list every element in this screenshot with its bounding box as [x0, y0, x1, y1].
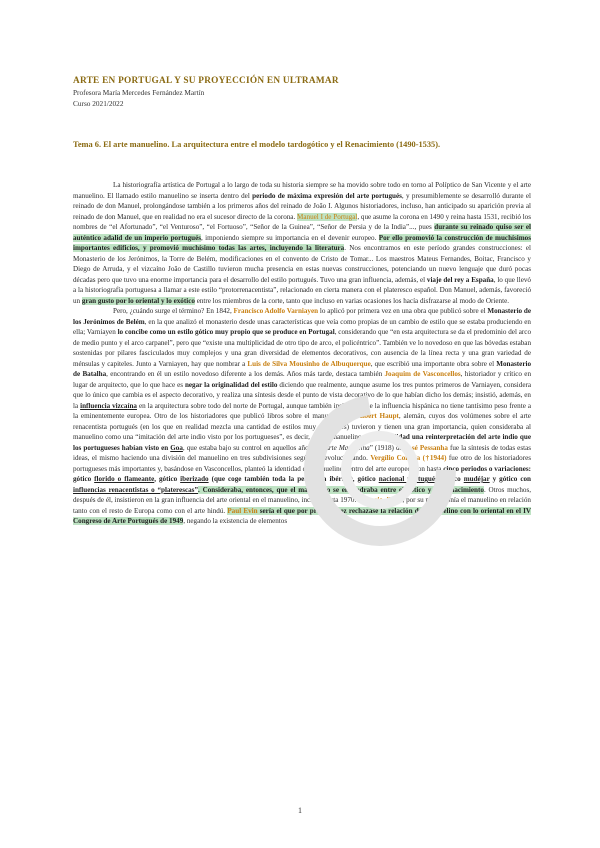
text-span: , negando la existencia de elementos	[183, 517, 288, 525]
text-span: lo aplicó por primera vez en una obra que publicó sobre el	[318, 307, 488, 315]
bold-phrase: negar la originalidad del estilo	[184, 380, 278, 389]
text-span: , alemán, cuyos dos volúmenes sobre el arte renacentista portugués (en los que en realidad mezcla una cantidad de estilos muy diferentes) tuvieron y tienen una gran importancia, quien consideraba al manuelino como una “imitación del arte indio visto por los portugueses”, es decir, que el manuelino	[73, 412, 531, 441]
body-text	[73, 180, 531, 527]
author-name: Francisco Adolfo Varniayen	[233, 307, 319, 315]
course-line: Curso 2021/2022	[73, 99, 124, 108]
text-span: . Nos encontramos en este período grandes construcciones: el Monasterio de los Jerónimos, la Torre de Belém, modificaciones en el convento de Cristo de Tomar... Los maestros Mateus Fernandes, Boitac, Francisco y Diego de Arruda, y el vizcaíno João de Castillo tuvieron mucha presencia en estas nuevas construcciones, potenciando un nuevo lenguaje que duró pocas décadas pero que tuvo una enorme importancia para el desarrollo del estilo portugués. Tuvo una gran influencia, además, el	[73, 244, 531, 284]
highlighted-phrase: gran gusto por lo oriental y lo exótico	[81, 296, 195, 305]
professor-line: Profesora María Mercedes Fernández Martín	[73, 88, 205, 97]
page-number: 1	[298, 806, 302, 815]
text-span: en la arquitectura sobre todo del norte de Portugal, aunque también insiste en que la influencia hispánica no tiene tantísimo peso frente a la eminentemente europea. Otro de los historiadores que publicó libros sobre el manuelino fue	[73, 401, 531, 420]
text-span: entre los miembros de la corte, tanto que incluso en varias ocasiones los hacía disfrazarse al modo de Oriente.	[194, 296, 510, 305]
text-span: , que estaba bajo su control en aquellos años. “	[182, 443, 319, 452]
underlined-phrase: Goa	[170, 443, 183, 452]
highlighted-name: Manuel I de Portugal	[297, 212, 358, 221]
underlined-phrase: nacional portugués	[378, 475, 438, 483]
author-name: Vergílio Correia (†1944)	[370, 454, 447, 462]
author-name: Luis de Silva Mousinho de Albuquerque	[247, 359, 371, 368]
text-span: fue otro de los historiadores portugueses más importantes y, basándose en Vasconcellos, planteó la identidad del manuelino dentro del arte europeo, con hasta	[73, 454, 532, 473]
bold-phrase: (que coge también toda la península ibérica), gótico	[208, 475, 379, 483]
document-header	[73, 76, 339, 109]
text-span: , por su parte, ponía el manuelino en relación tanto con el resto de Europa como con el arte hindú.	[73, 496, 531, 515]
bold-phrase: lo concibe como un estilo gótico muy propio que se produce en Portugal	[117, 328, 335, 336]
paragraph-2	[73, 306, 531, 527]
bold-phrase: era en realidad una reinterpretación del arte indio que los portugueses habían visto en	[73, 433, 531, 452]
highlighted-phrase: sería el que por primera vez rechazase la relación del manuelino con lo oriental en el IV Congreso de Arte Portugués de 1949	[73, 506, 531, 525]
author-name: Eugenio d’Ors	[358, 496, 403, 504]
underlined-phrase: iberizado	[180, 475, 209, 483]
text-span: Pero, ¿cuándo surge el término? En 1842,	[113, 307, 234, 315]
text-span: ” (1918) de	[369, 443, 405, 452]
document-title: ARTE EN PORTUGAL Y SU PROYECCIÓN EN ULTRAMAR	[73, 76, 339, 86]
text-span: , que escribió una importante obra sobre el	[370, 359, 497, 368]
bold-phrase: cinco periodos o variaciones: gótico	[73, 464, 531, 483]
text-span: , historiador y crítico en lugar de arquitecto, que lo que hace es	[73, 370, 531, 389]
bold-phrase: y gótico con	[489, 475, 531, 483]
paragraph-1	[73, 180, 531, 306]
author-name: Albert Haupt	[357, 412, 399, 420]
text-span: , en la que analizó el monasterio desde unas características que veía como propias de un cambio de estilo que se estaba produciendo en ella; Varniayen	[73, 317, 531, 336]
bold-phrase: periodo de máxima expresión del arte portugués	[252, 191, 402, 200]
highlighted-name: Paul Evin	[227, 506, 258, 515]
text-span: , que asume la corona en 1490 y reina hasta 1531, recibió los nombres de “el Afortunado”, “el Venturoso”, “el Fortuoso”, “Señor de la Guinea”, “Señor de Persia y de la India”..., pues	[73, 212, 531, 231]
bold-phrase: viaje del rey a España	[426, 275, 494, 284]
underlined-phrase: influencia vizcaína	[80, 401, 137, 410]
author-name: Joaquim de Vasconcellos	[384, 370, 461, 378]
underlined-phrase: florido o flameante	[94, 475, 155, 483]
text-span: , lo que llevó a la historiografía portuguesa a llamar a este estilo “protorrenacentista”, relacionado en cierta manera con el plateresco español. Don Manuel, además, favoreció un	[73, 275, 531, 305]
italic-title: A Arte Manuelina	[318, 443, 370, 452]
bold-phrase: , gótico	[154, 475, 181, 483]
highlighted-phrase: Por ello promovió la construcción de muchísimos importantes edificios, y promovió muchísimo todas las artes, incluyendo la literatura	[73, 233, 531, 252]
underlined-phrase: mudéjar	[463, 475, 490, 483]
author-name: José Pessanha	[404, 443, 448, 452]
topic-heading: Tema 6. El arte manuelino. La arquitectura entre el modelo tardogótico y el Renacimiento (1490-1535).	[73, 140, 441, 149]
highlighted-phrase: . Consideraba, entonces, que el manuelino se encuadraba entre el gótico y el Renacimiento	[198, 485, 484, 494]
text-span: fue la síntesis de todas estas ideas, el mismo haciendo una división del manuelino en tres subdivisiones según iba evolucionando.	[73, 443, 531, 462]
text-span: La historiografía artística de Portugal a lo largo de toda su historia siempre se ha movido sobre todo en torno al Políptico de San Vicente y el arte manuelino. El llamado estilo manuelino se inserta dentro del	[73, 181, 531, 200]
bold-phrase: Monasterio de los Jerónimos de Belém	[73, 307, 532, 326]
text-span: diciendo que realmente, aunque asume los tres puntos primeros de Varniayen, considera que lo único que cambia es el aspecto decorativo, y realiza una síntesis desde el punto de vista decorativo de lo que habían dicho los demás; insistió, además, en la	[73, 380, 531, 410]
bold-phrase: Monasterio de Batalha	[73, 359, 531, 378]
bold-phrase: , gótico	[437, 475, 464, 483]
text-span: , encontrando en él un estilo novedoso diferente a los demás. Años más tarde, destaca también	[106, 370, 385, 378]
text-span: , y presumiblemente se desarrolló durante el reinado de don Manuel, prolongándose también a los primeros años del reinado de João I. Algunos historiadores, incluso, han anticipado su aparición previa al reinado de don Manuel, que en realidad no era el sucesor directo de la corona.	[73, 191, 531, 221]
underlined-phrase: influencias renacentistas o “platerescas”	[73, 485, 199, 494]
highlighted-phrase: durante su reinado quiso ser el auténtico adalid de un imperio portugués	[73, 223, 531, 242]
text-span: , imponiendo siempre su importancia en el devenir europeo.	[201, 233, 379, 242]
text-span: . Otros muchos, después de él, insistieron en la gran influencia del arte oriental en el manuelino, incluso hasta 1970.	[73, 485, 531, 504]
text-span: , considerando que “en esta arquitectura se da el predominio del arco de medio punto y el arco carpanel”, pero que “existe una multiplicidad de otro tipo de arco, el policéntrico”. También ve lo novedoso en que las bóvedas estaban sostenidas por pilares fasciculados muy complejos y una gran diversidad de elementos decorativos, con ausencia de la línea recta y una gran variedad de ménsulas y capiteles. Junto a Varniayen, hay que nombrar a	[73, 328, 531, 368]
